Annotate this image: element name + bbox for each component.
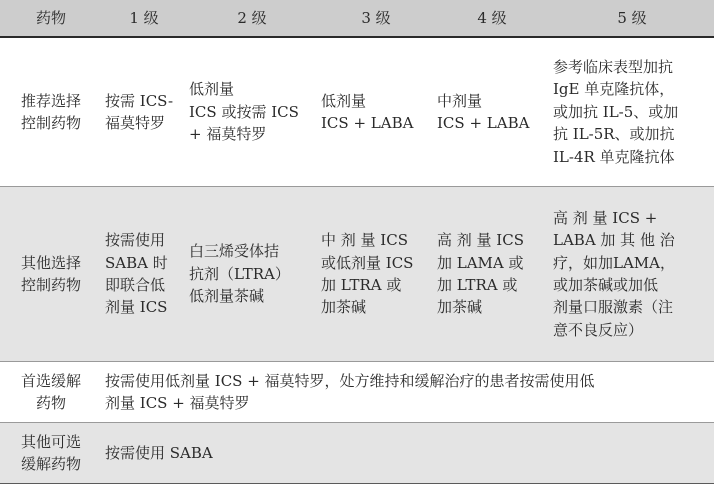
row-label-other-reliever: 其他可选 缓解药物 bbox=[0, 423, 102, 484]
row-label-preferred-controller: 推荐选择 控制药物 bbox=[0, 37, 102, 187]
header-level-1: 1 级 bbox=[102, 0, 186, 37]
header-level-2: 2 级 bbox=[186, 0, 318, 37]
cell-span-other-reliever: 按需使用 SABA bbox=[102, 423, 714, 484]
table-row bbox=[0, 423, 714, 484]
header-level-4: 4 级 bbox=[434, 0, 550, 37]
cell-level-5: 参考临床表型加抗 IgE 单克隆抗体， 或加抗 IL-5、或加 抗 IL-5R、或加抗 IL-4R 单克隆抗体 bbox=[550, 37, 714, 187]
table-row bbox=[0, 37, 714, 187]
cell-level-1: 按需 ICS- 福莫特罗 bbox=[102, 37, 186, 187]
row-label-preferred-reliever: 首选缓解 药物 bbox=[0, 362, 102, 423]
cell-level-3: 低剂量 ICS + LABA bbox=[318, 37, 434, 187]
cell-level-3: 中 剂 量 ICS 或低剂量 ICS 加 LTRA 或 加茶碱 bbox=[318, 187, 434, 362]
header-drug: 药物 bbox=[0, 0, 102, 37]
cell-level-2: 低剂量 ICS 或按需 ICS + 福莫特罗 bbox=[186, 37, 318, 187]
row-label-other-controller: 其他选择 控制药物 bbox=[0, 187, 102, 362]
cell-span-preferred-reliever: 按需使用低剂量 ICS + 福莫特罗，处方维持和缓解治疗的患者按需使用低 剂量 ICS + 福莫特罗 bbox=[102, 362, 714, 423]
table-row bbox=[0, 187, 714, 362]
cell-level-1: 按需使用 SABA 时 即联合低 剂量 ICS bbox=[102, 187, 186, 362]
header-level-5: 5 级 bbox=[550, 0, 714, 37]
header-level-3: 3 级 bbox=[318, 0, 434, 37]
cell-level-4: 中剂量 ICS + LABA bbox=[434, 37, 550, 187]
cell-level-4: 高 剂 量 ICS 加 LAMA 或 加 LTRA 或 加茶碱 bbox=[434, 187, 550, 362]
table-row bbox=[0, 362, 714, 423]
cell-level-2: 白三烯受体拮 抗剂（LTRA） 低剂量茶碱 bbox=[186, 187, 318, 362]
cell-level-5: 高 剂 量 ICS + LABA 加 其 他 治 疗，如加LAMA， 或加茶碱或加低 剂量口服激素（注 意不良反应） bbox=[550, 187, 714, 362]
table-header-row bbox=[0, 0, 714, 37]
